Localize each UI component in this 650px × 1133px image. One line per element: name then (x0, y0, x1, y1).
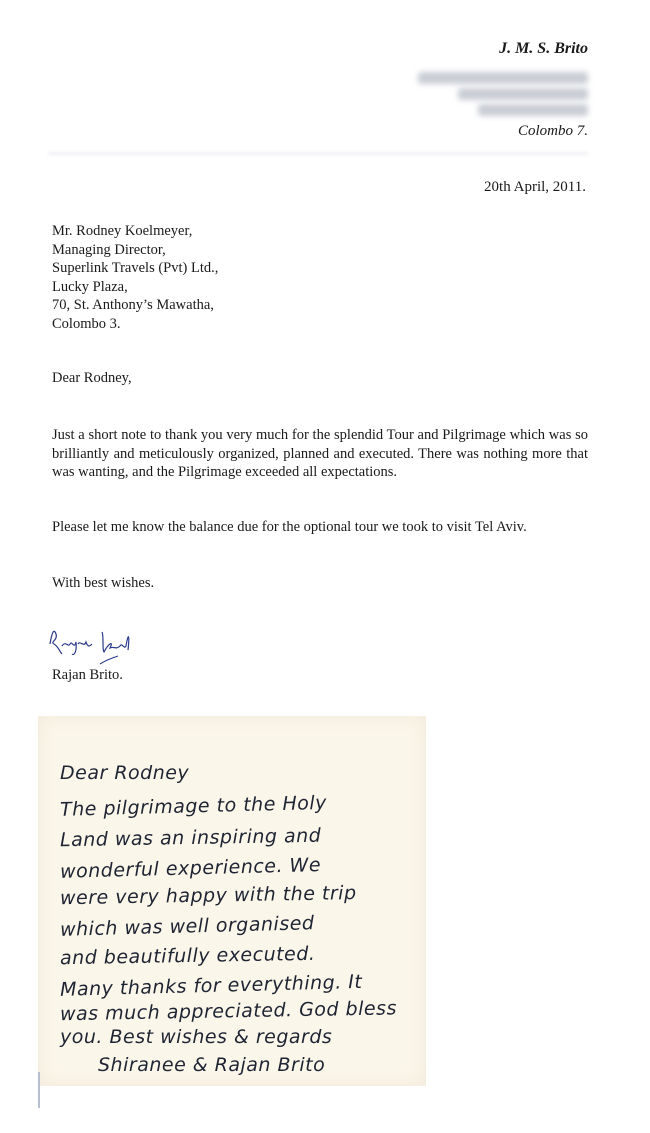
handwritten-line: Many thanks for everything. It (59, 970, 363, 1001)
handwritten-line: wonderful experience. We (59, 854, 322, 883)
letter-date: 20th April, 2011. (484, 179, 586, 195)
handwritten-line: and beautifully executed. (59, 942, 316, 970)
handwritten-line: which was well organised (59, 912, 315, 941)
card-edge-mark (38, 1072, 40, 1108)
recipient-line: Superlink Travels (Pvt) Ltd., (52, 260, 219, 277)
recipient-line: Managing Director, (52, 241, 166, 258)
recipient-line: Colombo 3. (52, 315, 121, 332)
body-paragraph: Please let me know the balance due for the optional tour we took to visit Tel Aviv. (52, 519, 527, 535)
handwritten-line: were very happy with the trip (59, 882, 357, 910)
closing: With best wishes. (52, 575, 155, 591)
recipient-address (52, 222, 218, 334)
salutation: Dear Rodney, (52, 370, 132, 386)
signer-name: Rajan Brito. (52, 667, 123, 683)
blurred-address-line (478, 104, 588, 116)
faint-header-rule (48, 152, 588, 155)
body-paragraph: Just a short note to thank you very much for the splendid Tour and Pilgrimage which was so brilliantly and meticulously organized, planned and executed. There was nothing more that was wanting, and the Pilgrimage exceeded all expectations. (52, 427, 588, 481)
handwritten-note-card (38, 716, 426, 1086)
recipient-line: 70, St. Anthony’s Mawatha, (52, 297, 214, 314)
recipient-line: Lucky Plaza, (52, 278, 128, 295)
blurred-address-line (418, 72, 588, 84)
handwritten-line: Dear Rodney (60, 762, 190, 784)
handwritten-line: Shiranee & Rajan Brito (98, 1054, 326, 1076)
handwritten-signature (44, 620, 154, 668)
sender-city: Colombo 7. (517, 123, 588, 139)
sender-name: J. M. S. Brito (499, 40, 588, 57)
handwritten-line: you. Best wishes & regards (60, 1026, 333, 1048)
handwritten-line: The pilgrimage to the Holy (59, 791, 328, 821)
blurred-address-line (458, 88, 588, 100)
recipient-line: Mr. Rodney Koelmeyer, (52, 223, 193, 239)
handwritten-line: was much appreciated. God bless (59, 997, 398, 1026)
handwritten-line: Land was an inspiring and (59, 824, 322, 852)
